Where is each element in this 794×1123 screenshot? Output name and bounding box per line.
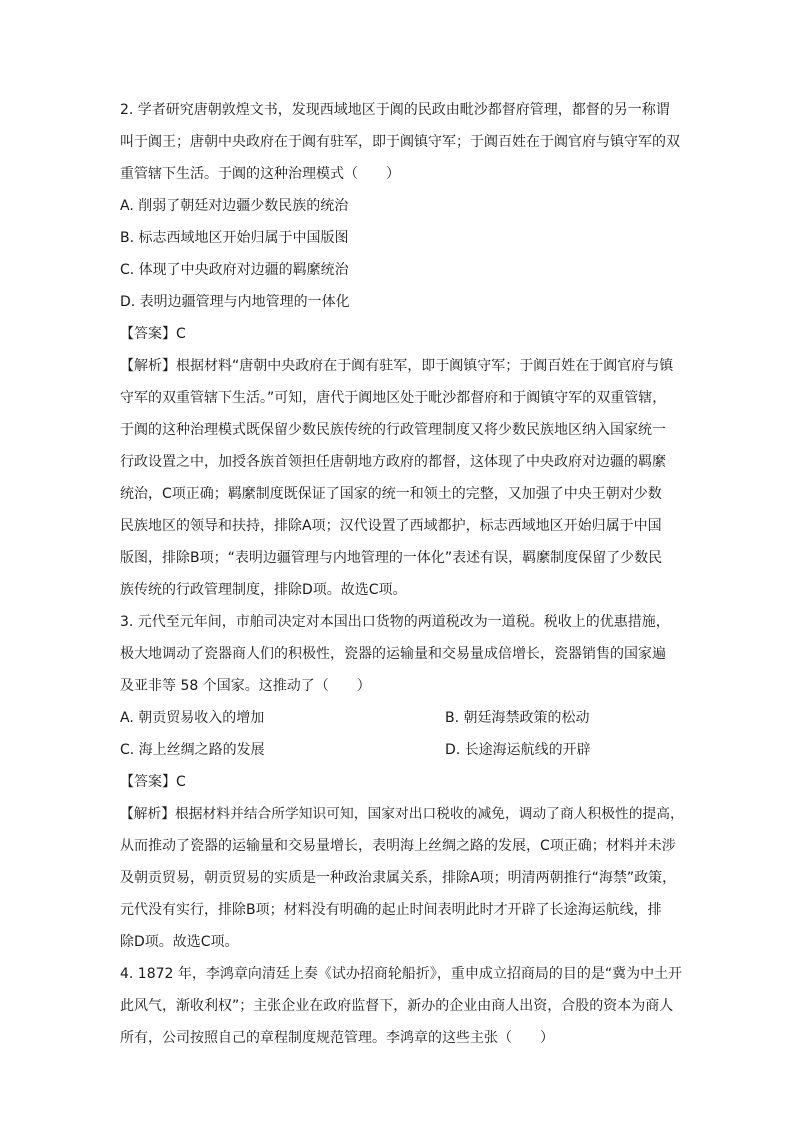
analysis-line: 版图，排除B项；“表明边疆管理与内地管理的一体化”表述有误，羁縻制度保留了少数民: [120, 550, 663, 566]
analysis-line: 守军的双重管辖下生活。”可知，唐代于阗地区处于毗沙都督府和于阗镇守军的双重管辖，: [120, 390, 667, 406]
question-3-stem: [120, 606, 685, 702]
option-a: A. 削弱了朝廷对边疆少数民族的统治: [120, 198, 349, 214]
question-3-analysis: [120, 798, 685, 958]
analysis-line: 【解析】根据材料“唐朝中央政府在于阗有驻军，即于阗镇守军；于阗百姓在于阗官府与镇: [120, 358, 674, 374]
question-4-stem: [120, 958, 685, 1054]
analysis-line: 于阗的这种治理模式既保留少数民族传统的行政管理制度又将少数民族地区纳入国家统一: [120, 422, 666, 438]
stem-line: 叫于阗王；唐朝中央政府在于阗有驻军，即于阗镇守军；于阗百姓在于阗官府与镇守军的双: [120, 134, 680, 150]
option-d: D. 表明边疆管理与内地管理的一体化: [120, 294, 350, 310]
option-c: C. 海上丝绸之路的发展: [120, 742, 265, 758]
options-row: [120, 702, 685, 734]
question-2-stem: [120, 94, 685, 190]
question-2-analysis: [120, 350, 685, 606]
question-2-options: [120, 190, 685, 318]
option-b: B. 标志西域地区开始归属于中国版图: [120, 230, 349, 246]
question-2: [120, 94, 685, 1054]
question-3-options: [120, 702, 685, 766]
option-d: D. 长途海运航线的开辟: [445, 742, 591, 758]
analysis-line: 元代没有实行，排除B项；材料没有明确的起止时间表明此时才开辟了长途海运航线，排: [120, 902, 662, 918]
analysis-line: 除D项。故选C项。: [120, 934, 239, 950]
analysis-line: 行政设置之中，加授各族首领担任唐朝地方政府的都督，这体现了中央政府对边疆的羁縻: [120, 454, 666, 470]
option-c: C. 体现了中央政府对边疆的羁縻统治: [120, 262, 349, 278]
analysis-line: 统治，C项正确；羁縻制度既保证了国家的统一和领土的完整，又加强了中央王朝对少数: [120, 486, 662, 502]
stem-line: 重管辖下生活。于阗的这种治理模式（ ）: [120, 166, 400, 182]
analysis-line: 【解析】根据材料并结合所学知识可知，国家对出口税收的减免，调动了商人积极性的提高，: [120, 806, 684, 822]
stem-line: 所有，公司按照自己的章程制度规范管理。李鸿章的这些主张（ ）: [120, 1030, 554, 1046]
stem-line: 2. 学者研究唐朝敦煌文书，发现西域地区于阗的民政由毗沙都督府管理，都督的另一称谓: [120, 102, 670, 118]
stem-line: 极大地调动了瓷器商人们的积极性，瓷器的运输量和交易量成倍增长，瓷器销售的国家遍: [120, 646, 666, 662]
stem-line: 及亚非等 58 个国家。这推动了（ ）: [120, 678, 371, 694]
options-row: [120, 734, 685, 766]
question-2-answer: 【答案】C: [120, 326, 186, 342]
question-4: [120, 958, 685, 1054]
analysis-line: 族传统的行政管理制度，排除D项。故选C项。: [120, 582, 407, 598]
question-3: [120, 606, 685, 958]
stem-line: 3. 元代至元年间，市舶司决定对本国出口货物的两道税改为一道税。税收上的优惠措施，: [120, 614, 670, 630]
analysis-line: 从而推动了瓷器的运输量和交易量增长，表明海上丝绸之路的发展，C项正确；材料并未涉: [120, 838, 676, 854]
stem-line: 4. 1872 年，李鸿章向清廷上奏《试办招商轮船折》，重申成立招商局的目的是“冀为中土开: [120, 966, 683, 982]
option-a: A. 朝贡贸易收入的增加: [120, 710, 265, 726]
analysis-line: 及朝贡贸易，朝贡贸易的实质是一种政治隶属关系，排除A项；明清两朝推行“海禁”政策，: [120, 870, 677, 886]
option-b: B. 朝廷海禁政策的松动: [445, 710, 590, 726]
stem-line: 此风气，渐收利权”；主张企业在政府监督下，新办的企业由商人出资，合股的资本为商人: [120, 998, 674, 1014]
question-3-answer: 【答案】C: [120, 774, 186, 790]
analysis-line: 民族地区的领导和扶持，排除A项；汉代设置了西域都护，标志西域地区开始归属于中国: [120, 518, 662, 534]
